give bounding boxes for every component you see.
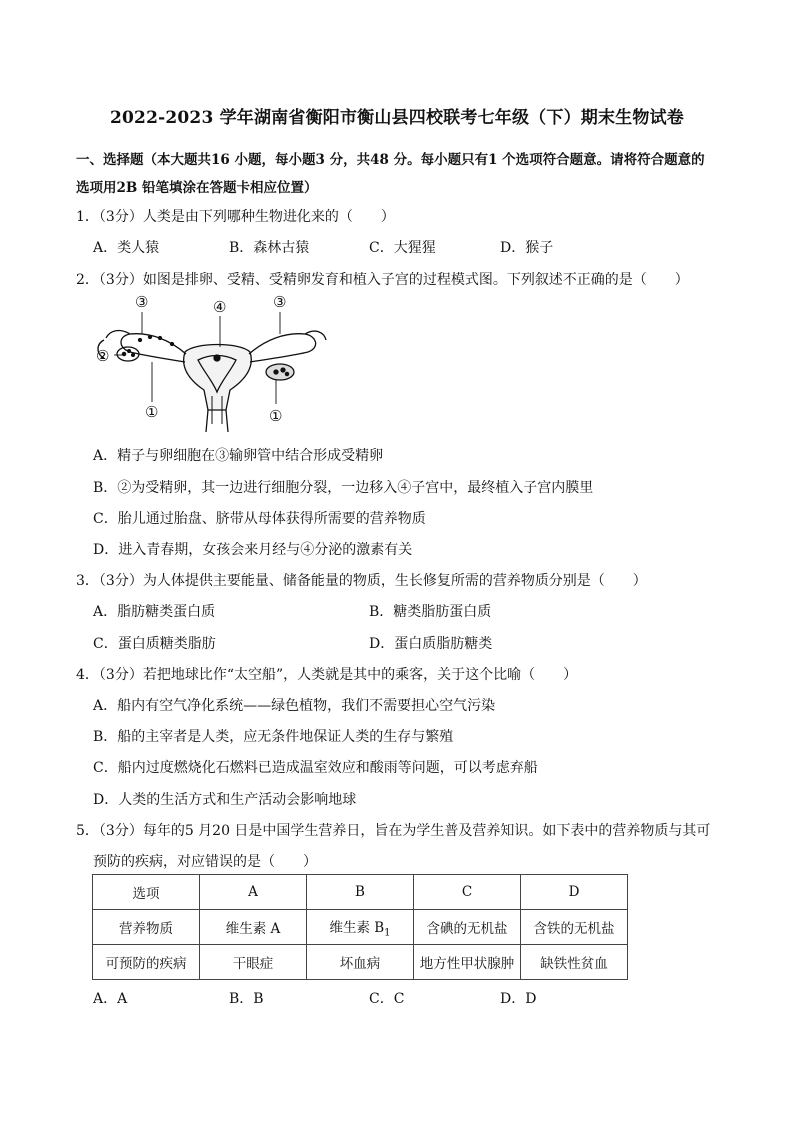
question-2-option-b: B．②为受精卵，其一边进行细胞分裂，一边移入④子宫中，最终植入子宫内膜里 bbox=[93, 480, 594, 496]
question-2-option-c: C．胎儿通过胎盘、脐带从母体获得所需要的营养物质 bbox=[93, 511, 426, 527]
table-cell: 地方性甲状腺肿 bbox=[414, 945, 521, 980]
question-2-option-d: D．进入青春期，女孩会来月经与④分泌的激素有关 bbox=[93, 542, 413, 558]
nutrition-table bbox=[92, 874, 628, 980]
figure-label-1-right: ① bbox=[269, 407, 283, 425]
figure-label-3-right: ③ bbox=[273, 293, 287, 311]
question-4-option-c: C．船内过度燃烧化石燃料已造成温室效应和酸雨等问题，可以考虑弃船 bbox=[93, 760, 538, 776]
question-5-stem-line1: 5．（3分）每年的5 月20 日是中国学生营养日，旨在为学生普及营养知识。如下表中的营养物质与其可 bbox=[76, 823, 711, 839]
uterus-diagram bbox=[90, 292, 330, 437]
table-cell: C bbox=[414, 875, 521, 910]
table-cell: D bbox=[521, 875, 628, 910]
question-3-option-c: C．蛋白质糖类脂肪 bbox=[93, 636, 216, 652]
table-cell bbox=[307, 910, 414, 945]
vitamin-b-label: 维生素 B bbox=[329, 919, 385, 936]
table-cell: 坏血病 bbox=[307, 945, 414, 980]
question-1-option-c: C．大猩猩 bbox=[369, 240, 436, 256]
question-3-option-a: A．脂肪糖类蛋白质 bbox=[93, 604, 216, 620]
table-row bbox=[93, 910, 628, 945]
figure-label-2: ② bbox=[96, 347, 110, 365]
table-cell: 缺铁性贫血 bbox=[521, 945, 628, 980]
question-3-stem: 3．（3分）为人体提供主要能量、储备能量的物质，生长修复所需的营养物质分别是（ ） bbox=[76, 573, 647, 589]
table-cell: 维生素 A bbox=[200, 910, 307, 945]
question-4-option-d: D．人类的生活方式和生产活动会影响地球 bbox=[93, 792, 357, 808]
question-5-stem-line2: 预防的疾病，对应错误的是（ ） bbox=[93, 854, 317, 870]
question-1-option-a: A．类人猿 bbox=[93, 240, 160, 256]
table-row bbox=[93, 875, 628, 910]
question-3-option-d: D．蛋白质脂肪糖类 bbox=[369, 636, 493, 652]
table-row bbox=[93, 945, 628, 980]
question-1-stem: 1．（3分）人类是由下列哪种生物进化来的（ ） bbox=[76, 209, 395, 225]
question-5-option-d: D．D bbox=[500, 991, 537, 1007]
question-2-stem: 2．（3分）如图是排卵、受精、受精卵发育和植入子宫的过程模式图。下列叙述不正确的是（ ） bbox=[76, 272, 689, 288]
table-cell: 营养物质 bbox=[93, 910, 200, 945]
section-heading-line2: 选项用2B 铅笔填涂在答题卡相应位置） bbox=[76, 180, 318, 196]
table-cell: 干眼症 bbox=[200, 945, 307, 980]
page-title: 2022-2023 学年湖南省衡阳市衡山县四校联考七年级（下）期末生物试卷 bbox=[109, 108, 684, 128]
question-4-option-b: B．船的主宰者是人类，应无条件地保证人类的生存与繁殖 bbox=[93, 729, 454, 745]
table-cell: 可预防的疾病 bbox=[93, 945, 200, 980]
section-heading-line1: 一、选择题（本大题共16 小题，每小题3 分，共48 分。每小题只有1 个选项符合题意。请将符合题意的 bbox=[76, 152, 705, 168]
question-2-option-a: A．精子与卵细胞在③输卵管中结合形成受精卵 bbox=[93, 448, 384, 464]
question-4-stem: 4．（3分）若把地球比作“太空船”，人类就是其中的乘客，关于这个比喻（ ） bbox=[76, 667, 578, 683]
table-cell: 含碘的无机盐 bbox=[414, 910, 521, 945]
vitamin-b-subscript: 1 bbox=[384, 927, 391, 939]
question-5-option-a: A．A bbox=[93, 991, 128, 1007]
question-5-option-b: B．B bbox=[229, 991, 264, 1007]
table-cell: 选项 bbox=[93, 875, 200, 910]
table-cell: A bbox=[200, 875, 307, 910]
question-4-option-a: A．船内有空气净化系统——绿色植物，我们不需要担心空气污染 bbox=[93, 698, 496, 714]
figure-label-4: ④ bbox=[213, 298, 227, 316]
table-cell: 含铁的无机盐 bbox=[521, 910, 628, 945]
question-3-option-b: B．糖类脂肪蛋白质 bbox=[369, 604, 492, 620]
table-cell: B bbox=[307, 875, 414, 910]
figure-label-1-left: ① bbox=[145, 403, 159, 421]
figure-label-3-left: ③ bbox=[135, 293, 149, 311]
question-1-option-b: B．森林古猿 bbox=[229, 240, 310, 256]
question-1-option-d: D．猴子 bbox=[500, 240, 554, 256]
question-5-option-c: C．C bbox=[369, 991, 405, 1007]
